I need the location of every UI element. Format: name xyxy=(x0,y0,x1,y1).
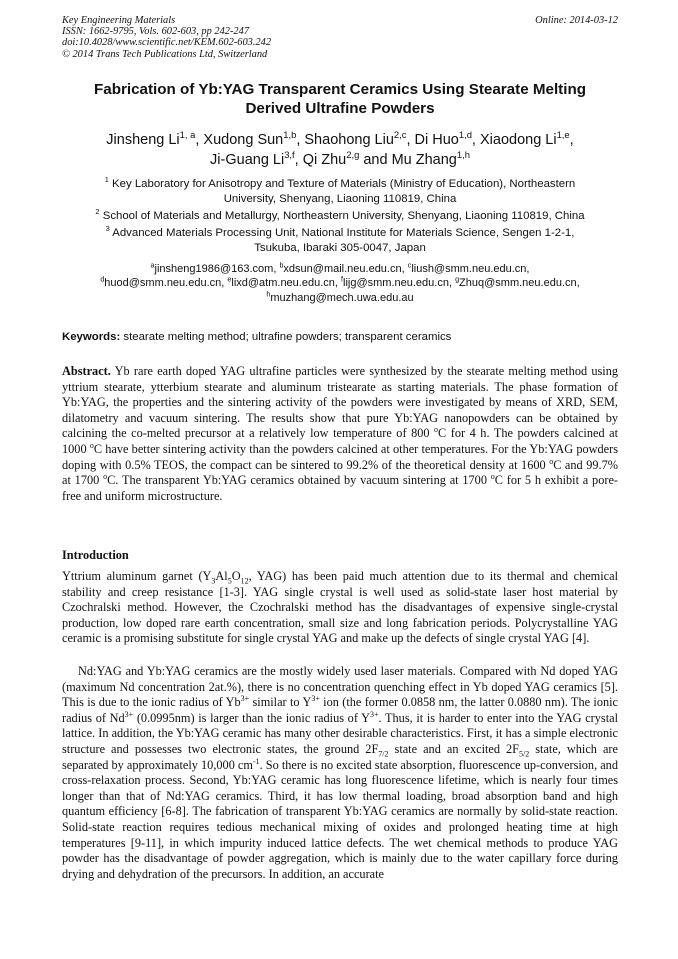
intro-paragraph-2: Nd:YAG and Yb:YAG ceramics are the mostly widely used laser materials. Compared with Nd doped YAG (maximum Nd concentration 2at.%), there is no concentration quenching effect in Yb doped YAG ceramics [5]. This is due to the ionic radius of $Yb^{3+}$ similar to $Y^{3+}$ ion (the former 0.0858 nm, the latter 0.0880 nm). The ionic radius of $Nd^{3+}$ (0.0995nm) is larger than the ionic radius of $Y^{3+}$. Thus, it is harder to enter into the YAG crystal lattice. In addition, the Yb:YAG ceramic has many other desirable characteristics. First, it has a simple electronic structure and possesses two electronic states, the ground $2F_{7/2}$ state and an excited $2F_{5/2}$ state, which are separated by approximately 10,000 $cm^{-1}$. So there is no excited state absorption, fluorescence up-conversion, and cross-relaxation process. Second, Yb:YAG ceramic has long fluorescence lifetime, which is nearly four times longer than that of Nd:YAG ceramics. Third, it has low thermal loading, broad absorption band and high quantum efficiency [6-8]. The fabrication of transparent Yb:YAG ceramics are normally by solid-state reaction. Solid-state reaction requires tedious mechanical mixing of oxides and prolonged heating time at high temperatures [9-11], in which impurity induced lattice defects. The wet chemical methods to produce YAG powder has the disadvantage of powder aggregation, which is mainly due to the water capillary force during drying and dehydration of the precursors. In addition, an accurate xyxy=(62,664,618,881)
author-affil-sup: 1, a xyxy=(179,129,196,141)
affil-text-line: University, Shenyang, Liaoning 110819, China xyxy=(223,192,457,205)
author-name: Shaohong Liu xyxy=(304,132,394,148)
author-sep: , xyxy=(296,132,305,148)
email-link[interactable]: liush@smm.neu.edu.cn xyxy=(411,263,527,275)
online-date: Online: 2014-03-12 xyxy=(535,15,618,26)
email-link[interactable]: muzhang@mech.uwa.edu.au xyxy=(270,291,414,304)
author-sep: , xyxy=(294,152,303,168)
email-link[interactable]: lijg@smm.neu.edu.cn xyxy=(343,277,449,290)
title-line-2: Derived Ultrafine Powders xyxy=(245,100,435,117)
affil-number: 2 xyxy=(95,207,100,217)
journal-header xyxy=(62,15,618,60)
author-sep: , xyxy=(569,132,574,148)
doi-line: doi:10.4028/www.scientific.net/KEM.602-603.242 xyxy=(62,37,272,49)
email-link[interactable]: huod@smm.neu.edu.cn xyxy=(104,277,222,290)
author-name: Qi Zhu xyxy=(302,152,347,168)
author-sep: , xyxy=(471,132,480,148)
author-name: Xudong Sun xyxy=(203,132,284,148)
email-list: $^a$jinsheng1986@163.com, $^b$xdsun@mail.neu.edu.cn, $^c$liush@smm.neu.edu.cn, $^d$huod@smm.neu.edu.cn, $^e$lixd@atm.neu.edu.cn, $^f$lijg@smm.neu.edu.cn, $^g$Zhuq@smm.neu.edu.cn, $^h$muzhang@mech.uwa.edu.au xyxy=(100,261,580,304)
affil-text-line: Tsukuba, Ibaraki 305-0047, Japan xyxy=(254,241,426,254)
author-sep: , xyxy=(406,132,415,148)
affil-text-line: Key Laboratory for Anisotropy and Texture of Materials (Ministry of Education), Northeastern xyxy=(112,178,576,190)
author-affil-sup: 1,h xyxy=(456,149,470,161)
email-link[interactable]: lixd@atm.neu.edu.cn xyxy=(231,277,335,290)
keywords-text: stearate melting method; ultrafine powders; transparent ceramics xyxy=(123,331,452,343)
keywords xyxy=(62,330,618,344)
title-line-1: Fabrication of Yb:YAG Transparent Ceramics Using Stearate Melting xyxy=(93,81,587,98)
author-affil-sup: 1,b xyxy=(283,129,297,141)
author-affil-sup: 1,e xyxy=(556,129,570,141)
author-affil-sup: 2,g xyxy=(346,149,360,161)
email-link[interactable]: xdsun@mail.neu.edu.cn xyxy=(283,263,402,275)
author-sep: and xyxy=(359,152,392,168)
author-sep: , xyxy=(195,132,204,148)
journal-name: Key Engineering Materials xyxy=(62,15,176,26)
authors-line-2 xyxy=(62,150,618,170)
affil-text-line: Advanced Materials Processing Unit, National Institute for Materials Science, Sengen 1-2-1, xyxy=(112,227,575,239)
affiliation-1 xyxy=(62,177,618,206)
author-affil-sup: 2,c xyxy=(393,129,407,141)
issn-line: ISSN: 1662-9795, Vols. 602-603, pp 242-247 xyxy=(62,26,250,38)
author-name: Mu Zhang xyxy=(391,152,457,168)
abstract-text: Yb rare earth doped YAG ultrafine particles were synthesized by the stearate melting method using yttrium stearate, ytterbium stearate and aluminum tristearate as starting materials. The phase formation of Yb:YAG, the properties and the sintering activity of the powders were investigated by means of XRD, SEM, dilatometry and vacuum sintering. The results show that pure Yb:YAG nanopowders can be obtained by calcining the co-melted precursor at a relatively low temperature of 800 xyxy=(62,364,618,441)
affil-text-line: School of Materials and Metallurgy, Northeastern University, Shenyang, Liaoning 110819, China xyxy=(102,210,585,222)
abstract: Abstract. Yb rare earth doped YAG ultrafine particles were synthesized by the stearate melting method using yttrium stearate, ytterbium stearate and aluminum tristearate as starting materials. The phase formation of Yb:YAG, the properties and the sintering activity of the powders were investigated by means of XRD, SEM, dilatometry and vacuum sintering. The results show that pure Yb:YAG nanopowders can be obtained by calcining the co-melted precursor at a relatively low temperature of 800 $^o$C for 4 h. The powders calcined at 1000 $^o$C have better sintering activity than the powders calcined at other temperatures. For the Yb:YAG powders doping with 0.5% TEOS, the compact can be sintered to 99.2% of the theoretical density at 1600 $^o$C and 99.7% at 1700 $^o$C. The transparent Yb:YAG ceramics obtained by vacuum sintering at 1700 $^o$C for 5 h exhibit a pore-free and uniform microstructure. xyxy=(62,364,619,503)
author-list xyxy=(62,130,618,170)
email-link[interactable]: Zhuq@smm.neu.edu.cn xyxy=(459,277,577,290)
author-name: Jinsheng Li xyxy=(106,132,180,148)
authors-line-1 xyxy=(62,130,618,150)
author-name: Xiaodong Li xyxy=(479,132,557,148)
intro-paragraph-1: Yttrium aluminum garnet ($Y_3Al_5O_{12}$, YAG) has been paid much attention due to its thermal and chemical stability and creep resistance [1-3]. YAG single crystal is well used as solid-state laser host material by Czochralski method. However, the Czochralski method has the disadvantages of expensive single-crystal production, low doped rare earth concentration, small size and long fabrication periods. Polycrystalline YAG ceramic is a promising substitute for single crystal YAG and make up the defects of single crystal YAG [4]. xyxy=(62,569,618,646)
author-name: Di Huo xyxy=(414,132,459,148)
author-affil-sup: 1,d xyxy=(458,129,472,141)
affil-number: 3 xyxy=(105,224,110,234)
email-link[interactable]: jinsheng1986@163.com xyxy=(154,263,274,275)
affil-number: 1 xyxy=(104,175,109,185)
copyright-line: © 2014 Trans Tech Publications Ltd, Switzerland xyxy=(62,48,268,60)
affiliation-3 xyxy=(62,226,618,255)
author-name: Ji-Guang Li xyxy=(210,152,285,168)
section-heading-introduction: Introduction xyxy=(62,548,129,562)
affiliation-2 xyxy=(62,209,618,224)
keywords-label: Keywords: xyxy=(62,331,121,343)
author-affil-sup: 3,f xyxy=(284,149,295,161)
abstract-label: Abstract. xyxy=(62,364,111,378)
paper-title xyxy=(62,80,618,118)
